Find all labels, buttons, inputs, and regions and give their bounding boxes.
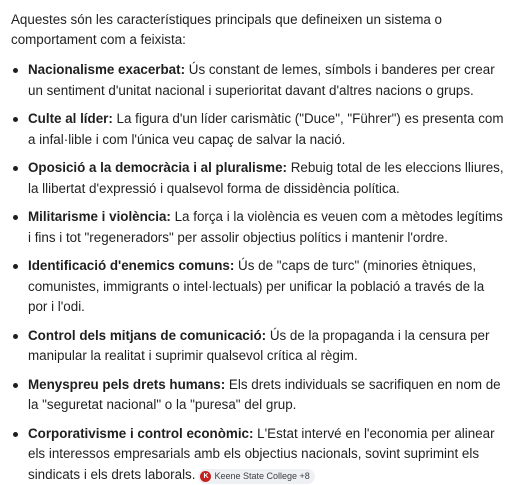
item-title: Nacionalisme exacerbat: — [28, 62, 185, 77]
item-title: Corporativisme i control econòmic: — [28, 426, 253, 441]
list-item — [11, 60, 506, 101]
item-title: Menyspreu pels drets humans: — [28, 377, 225, 392]
list-item — [11, 158, 506, 199]
bullet-icon — [13, 432, 18, 437]
bullet-icon — [13, 68, 18, 73]
keene-state-college-logo-icon: K — [200, 471, 211, 482]
item-title: Militarisme i violència: — [28, 209, 171, 224]
intro-paragraph: Aquestes són les característiques principals que defineixen un sistema o comportament com a feixista: — [11, 10, 506, 50]
item-text: Ús constant de lemes, símbols i banderes per crear un sentiment d'unitat nacional i superioritat davant d'altres nacions o grups. — [28, 62, 495, 98]
item-title: Culte al líder: — [28, 111, 113, 126]
item-text: La figura d'un líder carismàtic ("Duce", "Führer") es presenta com a infal·lible i com l'única veu capaç de salvar la nació. — [28, 111, 504, 147]
bullet-icon — [13, 264, 18, 269]
item-title: Control dels mitjans de comunicació: — [28, 328, 266, 343]
item-title: Identificació d'enemics comuns: — [28, 258, 234, 273]
item-text: L'Estat intervé en l'economia per alinear els interessos empresarials amb els objectius nacionals, sovint suprimint els sindicats i els drets laborals. — [28, 426, 495, 482]
list-item — [11, 375, 506, 416]
source-citation-chip[interactable] — [198, 469, 314, 484]
item-text: Ús de "caps de turc" (minories ètniques, comunistes, immigrants o intel·lectuals) per unificar la població a través de la por i l'odi. — [28, 258, 484, 314]
bullet-icon — [13, 334, 18, 339]
bullet-icon — [13, 166, 18, 171]
list-item — [11, 109, 506, 150]
item-text: Els drets individuals se sacrifiquen en nom de la "seguretat nacional" o la "puresa" del grup. — [28, 377, 501, 413]
item-title: Oposició a la democràcia i al pluralisme: — [28, 160, 287, 175]
item-text: Rebuig total de les eleccions lliures, la llibertat d'expressió i qualsevol forma de dissidència política. — [28, 160, 504, 196]
bullet-icon — [13, 117, 18, 122]
item-text: La força i la violència es veuen com a mètodes legítims i fins i tot "regeneradors" per assolir objectius polítics i mantenir l'ordre. — [28, 209, 503, 245]
characteristics-list — [11, 60, 506, 485]
item-text: Ús de la propaganda i la censura per manipular la realitat i suprimir qualsevol crítica al règim. — [28, 328, 489, 364]
list-item — [11, 326, 506, 367]
bullet-icon — [13, 215, 18, 220]
source-chip-label: Keene State College +8 — [214, 469, 309, 484]
list-item — [11, 207, 506, 248]
bullet-icon — [13, 383, 18, 388]
list-item — [11, 256, 506, 318]
list-item — [11, 424, 506, 485]
